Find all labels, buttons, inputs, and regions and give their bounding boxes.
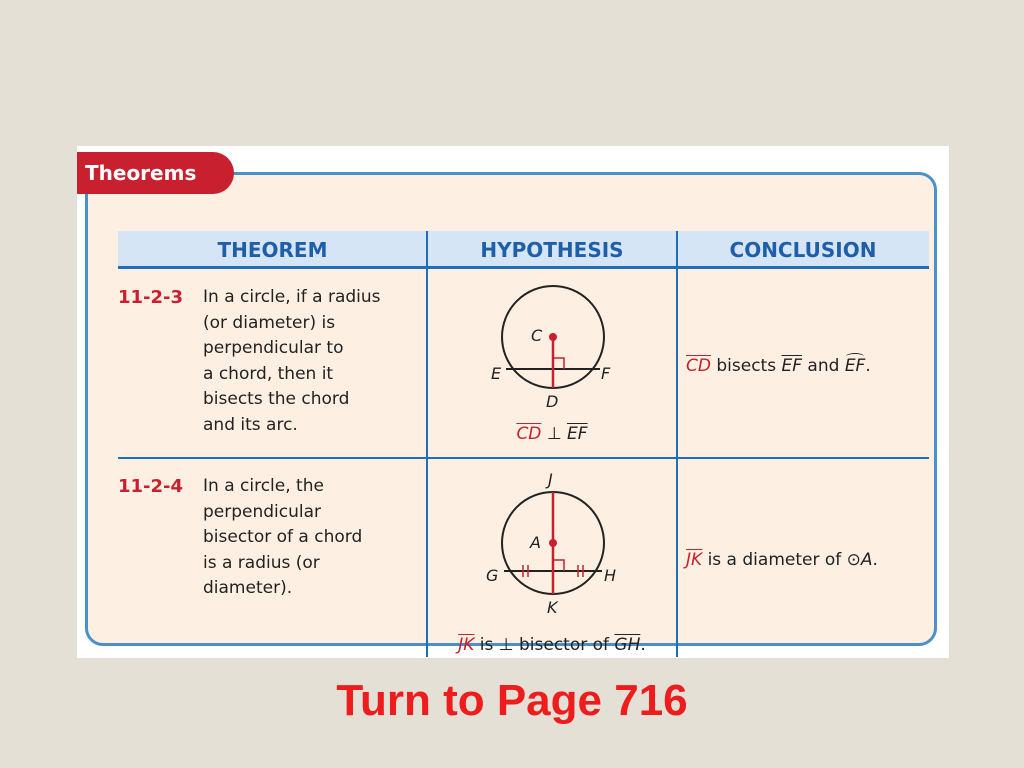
label-j: J [548,470,553,489]
hypothesis-is: is [479,635,494,655]
label-a: A [530,533,541,552]
hypothesis-statement [427,424,677,444]
label-e: E [491,364,502,383]
segment-cd: $\overline{CD}$ [516,424,542,444]
conclusion-verb: bisects [716,356,777,376]
point-a: A [860,550,873,570]
center-point [549,539,557,547]
segment-ef: $\overline{EF}$ [567,424,588,444]
theorem-card [77,146,949,658]
conclusion-and: and [807,356,840,376]
hypothesis-rest: bisector of [518,635,610,655]
diagram-11-2-3 [478,283,628,413]
header-conclusion: CONCLUSION [677,231,929,269]
right-angle-mark [553,560,564,571]
column-divider [426,231,428,657]
column-divider [676,231,678,657]
perpendicular-symbol: ⊥ [498,635,514,655]
label-g: G [486,566,499,585]
conclusion-period: . [865,356,871,376]
diagram-11-2-4 [478,461,628,621]
row-divider [118,457,929,459]
segment-ef: $\overline{EF}$ [781,356,803,376]
theorem-table [118,231,929,657]
conclusion-statement [686,356,871,376]
label-f: F [601,364,611,383]
footer-instruction: Turn to Page 716 [336,676,688,725]
theorem-number: 11-2-3 [118,287,184,308]
conclusion-text: is a diameter of [707,550,842,570]
circle-symbol: ⊙ [846,550,861,570]
segment-jk: $\overline{JK}$ [458,635,475,655]
hypothesis-period: . [640,635,646,655]
header-theorem: THEOREM [118,231,427,269]
theorem-number: 11-2-4 [118,476,184,497]
conclusion-statement [686,550,878,570]
label-d: D [546,392,559,411]
segment-cd: $\overline{CD}$ [686,356,711,376]
label-k: K [547,598,558,617]
arc-ef: EF [844,356,866,376]
right-angle-mark [553,358,564,369]
conclusion-period: . [872,550,878,570]
theorem-text: In a circle, if a radius (or diameter) is perpendicular to a chord, then it bisects the chord and its arc. [203,287,381,435]
theorem-text: In a circle, the perpendicular bisector of a chord is a radius (or diameter). [203,476,363,599]
segment-gh: $\overline{GH}$ [614,635,641,655]
label-c: C [531,326,543,345]
theorems-tab: Theorems [77,152,234,194]
header-hypothesis: HYPOTHESIS [427,231,677,269]
theorem-panel [85,172,937,655]
center-point [549,333,557,341]
hypothesis-statement [427,635,677,655]
label-h: H [604,566,617,585]
perpendicular-symbol: ⊥ [546,424,562,444]
segment-jk: $\overline{JK}$ [686,550,703,570]
